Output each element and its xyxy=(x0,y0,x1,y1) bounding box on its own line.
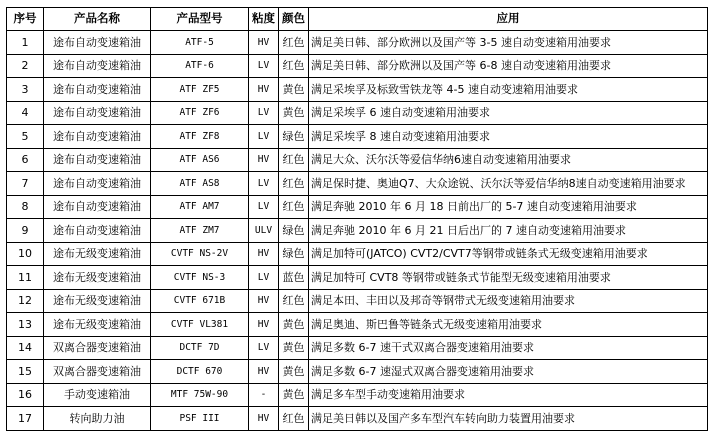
cell-no: 13 xyxy=(7,313,44,337)
header-row xyxy=(7,8,708,31)
table-row xyxy=(7,195,708,219)
cell-viscosity: LV xyxy=(249,172,279,196)
cell-color: 黄色 xyxy=(279,383,309,407)
cell-product-name: 途布自动变速箱油 xyxy=(44,54,151,78)
cell-product-name: 双离合器变速箱油 xyxy=(44,336,151,360)
header-application: 应用 xyxy=(309,8,708,31)
table-row xyxy=(7,360,708,384)
cell-color: 绿色 xyxy=(279,242,309,266)
cell-application: 满足美日韩以及国产多车型汽车转向助力装置用油要求 xyxy=(309,407,708,431)
cell-application: 满足多数 6-7 速干式双离合器变速箱用油要求 xyxy=(309,336,708,360)
cell-no: 16 xyxy=(7,383,44,407)
cell-no: 2 xyxy=(7,54,44,78)
cell-color: 红色 xyxy=(279,172,309,196)
table-row xyxy=(7,336,708,360)
cell-color: 黄色 xyxy=(279,78,309,102)
table-row xyxy=(7,313,708,337)
cell-no: 15 xyxy=(7,360,44,384)
cell-no: 6 xyxy=(7,148,44,172)
cell-viscosity: HV xyxy=(249,78,279,102)
cell-color: 绿色 xyxy=(279,219,309,243)
cell-product-model: DCTF 670 xyxy=(151,360,249,384)
cell-color: 黄色 xyxy=(279,313,309,337)
cell-no: 5 xyxy=(7,125,44,149)
cell-viscosity: LV xyxy=(249,266,279,290)
cell-color: 红色 xyxy=(279,148,309,172)
table-row xyxy=(7,219,708,243)
cell-application: 满足加特可(JATCO) CVT2/CVT7等钢带或链条式无级变速箱用油要求 xyxy=(309,242,708,266)
cell-product-model: PSF III xyxy=(151,407,249,431)
cell-viscosity: - xyxy=(249,383,279,407)
header-color: 颜色 xyxy=(279,8,309,31)
cell-product-model: CVTF VL381 xyxy=(151,313,249,337)
cell-no: 3 xyxy=(7,78,44,102)
cell-no: 11 xyxy=(7,266,44,290)
cell-product-name: 途布无级变速箱油 xyxy=(44,289,151,313)
cell-viscosity: HV xyxy=(249,148,279,172)
cell-product-name: 途布无级变速箱油 xyxy=(44,313,151,337)
cell-product-name: 途布自动变速箱油 xyxy=(44,195,151,219)
table-row xyxy=(7,383,708,407)
cell-viscosity: HV xyxy=(249,313,279,337)
cell-product-name: 途布自动变速箱油 xyxy=(44,101,151,125)
cell-no: 7 xyxy=(7,172,44,196)
table-row xyxy=(7,148,708,172)
cell-color: 红色 xyxy=(279,54,309,78)
cell-product-model: ATF ZF5 xyxy=(151,78,249,102)
table-row xyxy=(7,54,708,78)
cell-product-model: DCTF 7D xyxy=(151,336,249,360)
cell-color: 红色 xyxy=(279,289,309,313)
cell-no: 14 xyxy=(7,336,44,360)
table-row xyxy=(7,289,708,313)
cell-product-name: 途布自动变速箱油 xyxy=(44,31,151,55)
cell-no: 12 xyxy=(7,289,44,313)
cell-product-model: ATF ZM7 xyxy=(151,219,249,243)
cell-product-name: 转向助力油 xyxy=(44,407,151,431)
cell-product-name: 途布无级变速箱油 xyxy=(44,266,151,290)
header-name: 产品名称 xyxy=(44,8,151,31)
cell-color: 黄色 xyxy=(279,336,309,360)
cell-color: 红色 xyxy=(279,407,309,431)
table-row xyxy=(7,31,708,55)
cell-product-model: CVTF 671B xyxy=(151,289,249,313)
cell-product-name: 手动变速箱油 xyxy=(44,383,151,407)
cell-no: 4 xyxy=(7,101,44,125)
cell-no: 10 xyxy=(7,242,44,266)
cell-viscosity: ULV xyxy=(249,219,279,243)
cell-viscosity: LV xyxy=(249,125,279,149)
cell-color: 绿色 xyxy=(279,125,309,149)
cell-color: 红色 xyxy=(279,31,309,55)
table-body xyxy=(7,31,708,431)
cell-product-model: ATF AS8 xyxy=(151,172,249,196)
cell-product-model: MTF 75W-90 xyxy=(151,383,249,407)
header-model: 产品型号 xyxy=(151,8,249,31)
cell-application: 满足保时捷、奥迪Q7、大众途锐、沃尔沃等爱信华纳8速自动变速箱用油要求 xyxy=(309,172,708,196)
cell-product-name: 途布自动变速箱油 xyxy=(44,172,151,196)
cell-product-model: ATF AM7 xyxy=(151,195,249,219)
header-no: 序号 xyxy=(7,8,44,31)
cell-product-model: ATF-6 xyxy=(151,54,249,78)
table-row xyxy=(7,407,708,431)
cell-product-model: ATF ZF6 xyxy=(151,101,249,125)
cell-color: 黄色 xyxy=(279,360,309,384)
cell-viscosity: HV xyxy=(249,360,279,384)
cell-product-model: ATF AS6 xyxy=(151,148,249,172)
cell-viscosity: HV xyxy=(249,242,279,266)
table-row xyxy=(7,101,708,125)
table-row xyxy=(7,172,708,196)
cell-no: 8 xyxy=(7,195,44,219)
cell-application: 满足奔驰 2010 年 6 月 21 日后出厂的 7 速自动变速箱用油要求 xyxy=(309,219,708,243)
cell-viscosity: HV xyxy=(249,407,279,431)
cell-application: 满足大众、沃尔沃等爱信华纳6速自动变速箱用油要求 xyxy=(309,148,708,172)
cell-viscosity: LV xyxy=(249,195,279,219)
cell-application: 满足加特可 CVT8 等钢带或链条式节能型无级变速箱用油要求 xyxy=(309,266,708,290)
cell-application: 满足奥迪、斯巴鲁等链条式无级变速箱用油要求 xyxy=(309,313,708,337)
cell-viscosity: HV xyxy=(249,31,279,55)
cell-application: 满足美日韩、部分欧洲以及国产等 6-8 速自动变速箱用油要求 xyxy=(309,54,708,78)
cell-application: 满足多数 6-7 速湿式双离合器变速箱用油要求 xyxy=(309,360,708,384)
cell-no: 1 xyxy=(7,31,44,55)
cell-no: 9 xyxy=(7,219,44,243)
cell-product-name: 途布无级变速箱油 xyxy=(44,242,151,266)
cell-product-model: ATF ZF8 xyxy=(151,125,249,149)
cell-application: 满足本田、丰田以及邦奇等钢带式无级变速箱用油要求 xyxy=(309,289,708,313)
cell-application: 满足美日韩、部分欧洲以及国产等 3-5 速自动变速箱用油要求 xyxy=(309,31,708,55)
cell-product-model: CVTF NS-2V xyxy=(151,242,249,266)
cell-no: 17 xyxy=(7,407,44,431)
table-row xyxy=(7,125,708,149)
table-row xyxy=(7,266,708,290)
cell-product-name: 途布自动变速箱油 xyxy=(44,125,151,149)
cell-viscosity: HV xyxy=(249,289,279,313)
cell-application: 满足多车型手动变速箱用油要求 xyxy=(309,383,708,407)
table-row xyxy=(7,242,708,266)
cell-application: 满足采埃孚 6 速自动变速箱用油要求 xyxy=(309,101,708,125)
cell-product-model: ATF-5 xyxy=(151,31,249,55)
cell-product-name: 途布自动变速箱油 xyxy=(44,148,151,172)
cell-application: 满足采埃孚 8 速自动变速箱用油要求 xyxy=(309,125,708,149)
table-row xyxy=(7,78,708,102)
cell-product-name: 途布自动变速箱油 xyxy=(44,78,151,102)
cell-viscosity: LV xyxy=(249,101,279,125)
cell-color: 蓝色 xyxy=(279,266,309,290)
cell-viscosity: LV xyxy=(249,336,279,360)
product-table xyxy=(6,7,708,431)
cell-product-name: 双离合器变速箱油 xyxy=(44,360,151,384)
cell-application: 满足采埃孚及标致雪铁龙等 4-5 速自动变速箱用油要求 xyxy=(309,78,708,102)
cell-product-name: 途布自动变速箱油 xyxy=(44,219,151,243)
cell-application: 满足奔驰 2010 年 6 月 18 日前出厂的 5-7 速自动变速箱用油要求 xyxy=(309,195,708,219)
header-viscosity: 粘度 xyxy=(249,8,279,31)
cell-viscosity: LV xyxy=(249,54,279,78)
cell-product-model: CVTF NS-3 xyxy=(151,266,249,290)
cell-color: 黄色 xyxy=(279,101,309,125)
cell-color: 红色 xyxy=(279,195,309,219)
